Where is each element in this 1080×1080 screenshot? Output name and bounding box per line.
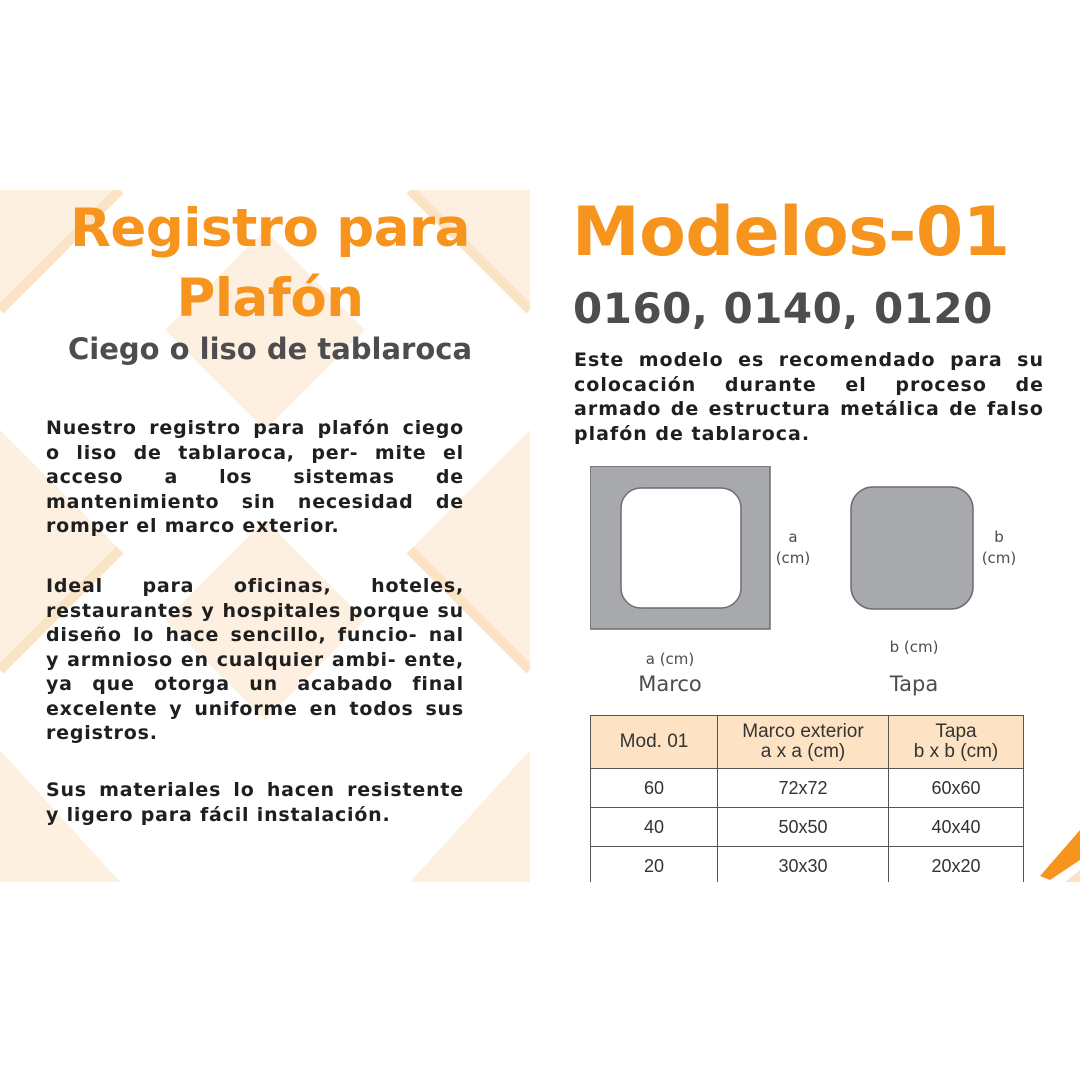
diagram: [580, 460, 1040, 700]
tapa-side-label-unit: (cm): [981, 549, 1017, 567]
cell-model: 40: [591, 808, 718, 847]
header-model: Mod. 01: [591, 716, 718, 769]
table-row: [591, 847, 1024, 883]
table-header-row: [591, 716, 1024, 769]
marco-side-label-unit: (cm): [775, 549, 811, 567]
tapa-cover-drawing: [850, 486, 980, 616]
brochure-sheet: [0, 190, 1080, 882]
header-frame: Marco exterior a x a (cm): [718, 716, 889, 769]
marco-frame-drawing: [590, 466, 780, 636]
subtitle: Ciego o liso de tablaroca: [67, 332, 473, 366]
spec-table: [590, 715, 1024, 882]
paragraph-2: Ideal para oficinas, hoteles, restaurantes y hospitales porque su diseño lo hace sencillo, funcio- nal y armnioso en cualquier ambi- ente, ya que otorga un acabado final excelente y uniforme en todos sus registros.: [46, 575, 464, 744]
tapa-side-label-b: b: [994, 528, 1004, 546]
tapa-bottom-label: b (cm): [889, 638, 939, 656]
paragraph-3: Sus materiales lo hacen resistente y ligero para fácil instalación.: [46, 779, 464, 826]
cell-cover: 60x60: [889, 769, 1024, 808]
cell-cover: 40x40: [889, 808, 1024, 847]
cell-frame: 30x30: [718, 847, 889, 883]
tapa-name: Tapa: [889, 672, 939, 696]
marco-side-label-a: a: [788, 528, 798, 546]
marco-bottom-label: a (cm): [645, 650, 695, 668]
corner-decoration: [1030, 830, 1080, 882]
cut-off-text-fragment: [160, 876, 420, 882]
table-row: [591, 769, 1024, 808]
header-cover: Tapa b x b (cm): [889, 716, 1024, 769]
main-title-line2: Plafón: [176, 268, 364, 329]
cell-model: 60: [591, 769, 718, 808]
left-column: [0, 190, 530, 882]
table-row: [591, 808, 1024, 847]
models-title: Modelos-01: [572, 193, 1010, 272]
main-title-line1: Registro para: [70, 198, 470, 259]
marco-name: Marco: [638, 672, 702, 696]
cell-model: 20: [591, 847, 718, 883]
cell-frame: 50x50: [718, 808, 889, 847]
cell-frame: 72x72: [718, 769, 889, 808]
model-codes: 0160, 0140, 0120: [573, 284, 993, 333]
cell-cover: 20x20: [889, 847, 1024, 883]
paragraph-1: Nuestro registro para plafón ciego o liso de tablaroca, per- mite el acceso a los sistemas de mantenimiento sin necesidad de romper el marco exterior.: [46, 417, 464, 537]
model-description: Este modelo es recomendado para su colocación durante el proceso de armado de estructura metálica de falso plafón de tablaroca.: [574, 349, 1044, 445]
